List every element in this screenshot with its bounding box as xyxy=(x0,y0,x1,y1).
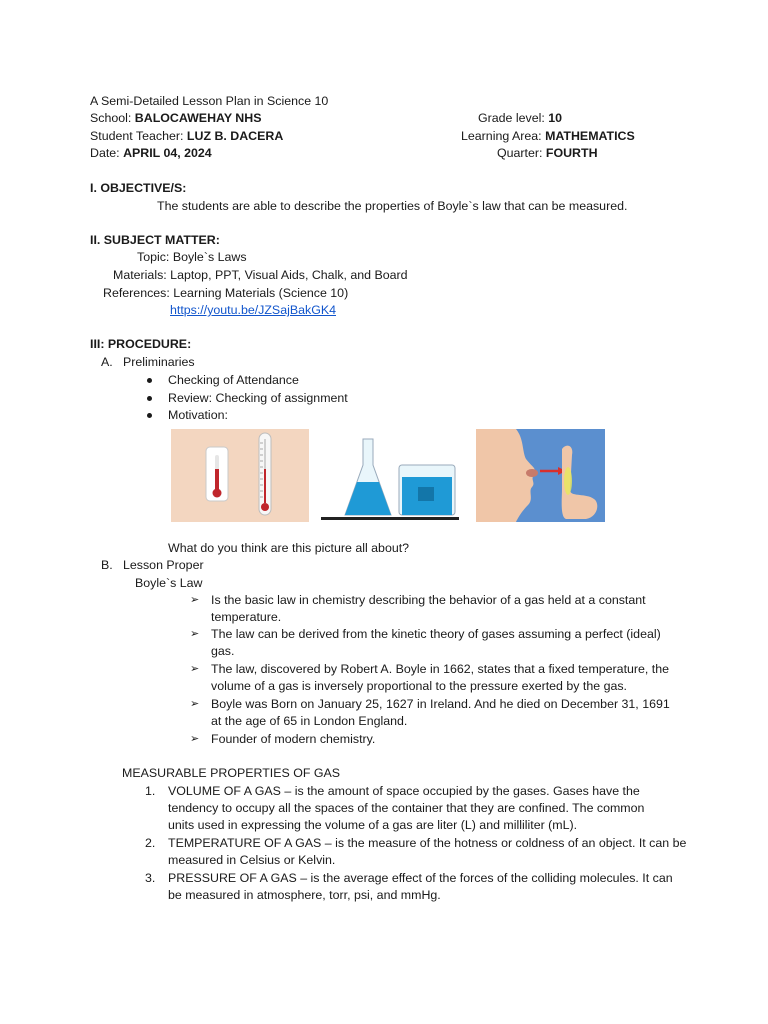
quarter-label: Quarter: xyxy=(497,146,543,160)
law-point-line: at the age of 65 in London England. xyxy=(211,714,408,728)
quarter-line xyxy=(497,145,598,162)
review-item: Review: Checking of assignment xyxy=(168,391,348,405)
grade-line xyxy=(478,110,562,127)
bullet-dot xyxy=(147,413,152,418)
property-line: VOLUME OF A GAS – is the amount of space occupied by the gases. Gases have the xyxy=(168,784,640,798)
materials-line xyxy=(113,267,408,284)
subject-matter-heading: II. SUBJECT MATTER: xyxy=(90,233,220,247)
motivation-item: Motivation: xyxy=(168,408,228,422)
law-point-line: volume of a gas is inversely proportional to the pressure exerted by the gas. xyxy=(211,679,627,693)
lesson-proper-marker: B. xyxy=(101,558,113,572)
arrow-bullet-icon: ➢ xyxy=(190,733,200,745)
arrow-bullet-icon: ➢ xyxy=(190,698,200,710)
date-line xyxy=(90,145,212,162)
property-number: 2. xyxy=(145,836,156,850)
boyles-law-title: Boyle`s Law xyxy=(135,576,203,590)
materials-value: Laptop, PPT, Visual Aids, Chalk, and Board xyxy=(170,268,408,282)
preliminaries-label: Preliminaries xyxy=(123,355,195,369)
date-value: APRIL 04, 2024 xyxy=(123,146,212,160)
preliminaries-marker: A. xyxy=(101,355,113,369)
teacher-value: LUZ B. DACERA xyxy=(186,129,284,143)
bullet-dot xyxy=(147,378,152,383)
property-number: 1. xyxy=(145,784,156,798)
references-label: References: xyxy=(103,286,170,300)
flask-beaker-image xyxy=(321,437,459,523)
law-point-line: The law, discovered by Robert A. Boyle in 1662, states that a fixed temperature, the xyxy=(211,662,670,676)
law-point-line: gas. xyxy=(211,644,235,658)
date-label: Date: xyxy=(90,146,120,160)
objectives-heading: I. OBJECTIVE/S: xyxy=(90,181,187,195)
quarter-value: FOURTH xyxy=(545,146,598,160)
references-value: Learning Materials (Science 10) xyxy=(173,286,349,300)
law-point-line: The law can be derived from the kinetic theory of gases assuming a perfect (ideal) xyxy=(211,627,661,641)
property-number: 3. xyxy=(145,871,156,885)
grade-value: 10 xyxy=(548,111,563,125)
bullet-dot xyxy=(147,396,152,401)
property-line: be measured in atmosphere, torr, psi, and mmHg. xyxy=(168,888,441,902)
school-line xyxy=(90,110,261,127)
references-line xyxy=(103,285,348,302)
law-point-line: Boyle was Born on January 25, 1627 in Ireland. And he died on December 31, 1691 xyxy=(211,697,670,711)
document-title: A Semi-Detailed Lesson Plan in Science 10 xyxy=(90,94,329,108)
area-value: MATHEMATICS xyxy=(545,129,635,143)
property-line: tendency to occupy all the spaces of the container that they are confined. The common xyxy=(168,801,645,815)
arrow-bullet-icon: ➢ xyxy=(190,663,200,675)
topic-value: Boyle`s Laws xyxy=(172,250,247,264)
property-line: units used in expressing the volume of a gas are liter (L) and milliliter (mL). xyxy=(168,818,578,832)
property-line: PRESSURE OF A GAS – is the average effect of the forces of the colliding molecules. It can xyxy=(168,871,673,885)
arrow-bullet-icon: ➢ xyxy=(190,594,200,606)
grade-label: Grade level: xyxy=(478,111,545,125)
law-point-line: Is the basic law in chemistry describing the behavior of a gas held at a constant xyxy=(211,593,646,607)
attendance-item: Checking of Attendance xyxy=(168,373,299,387)
blowing-image xyxy=(476,429,605,522)
thermometer-image xyxy=(171,429,309,522)
area-line xyxy=(461,128,635,145)
teacher-line xyxy=(90,128,283,145)
topic-line xyxy=(137,249,247,266)
lesson-proper-label: Lesson Proper xyxy=(123,558,204,572)
topic-label: Topic: xyxy=(137,250,170,264)
school-value: BALOCAWEHAY NHS xyxy=(134,111,262,125)
teacher-label: Student Teacher: xyxy=(90,129,184,143)
law-point-line: temperature. xyxy=(211,610,282,624)
youtube-link[interactable]: https://youtu.be/JZSajBakGK4 xyxy=(170,303,336,317)
area-label: Learning Area: xyxy=(461,129,542,143)
law-point-line: Founder of modern chemistry. xyxy=(211,732,376,746)
school-label: School: xyxy=(90,111,132,125)
property-line: TEMPERATURE OF A GAS – is the measure of the hotness or coldness of an object. It can be xyxy=(168,836,687,850)
property-line: measured in Celsius or Kelvin. xyxy=(168,853,336,867)
motivation-question: What do you think are this picture all about? xyxy=(168,541,410,555)
procedure-heading: III: PROCEDURE: xyxy=(90,337,192,351)
materials-label: Materials: xyxy=(113,268,167,282)
measurable-properties-heading: MEASURABLE PROPERTIES OF GAS xyxy=(122,766,341,780)
arrow-bullet-icon: ➢ xyxy=(190,628,200,640)
objectives-text: The students are able to describe the properties of Boyle`s law that can be measured. xyxy=(157,199,628,213)
